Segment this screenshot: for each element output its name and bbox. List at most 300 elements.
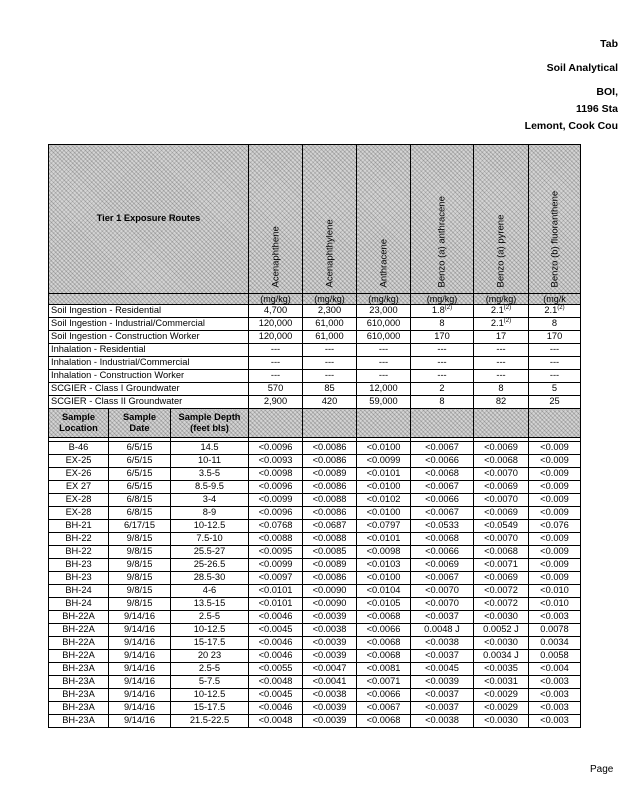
route-value <box>474 344 529 357</box>
unit-cell: (mg/kg) <box>303 294 357 305</box>
sample-depth: 15-17.5 <box>171 702 249 715</box>
sample-value: <0.0066 <box>357 624 411 637</box>
sample-row <box>49 611 581 624</box>
route-label: Inhalation - Construction Worker <box>49 370 249 383</box>
sample-value: <0.0038 <box>303 689 357 702</box>
route-label: Soil Ingestion - Industrial/Commercial <box>49 318 249 331</box>
route-value <box>529 357 581 370</box>
route-value <box>474 357 529 370</box>
sample-value: <0.0030 <box>474 715 529 728</box>
route-label: Inhalation - Industrial/Commercial <box>49 357 249 370</box>
sample-value: <0.003 <box>529 715 581 728</box>
sample-value: <0.009 <box>529 455 581 468</box>
sample-row <box>49 494 581 507</box>
sample-value: <0.009 <box>529 559 581 572</box>
sample-value: 0.0052 J <box>474 624 529 637</box>
sample-value: <0.0090 <box>303 598 357 611</box>
sample-location: EX-26 <box>49 468 109 481</box>
sample-value: <0.009 <box>529 533 581 546</box>
sample-date: 9/14/16 <box>109 702 171 715</box>
sample-location: BH-21 <box>49 520 109 533</box>
sample-value: <0.0101 <box>249 598 303 611</box>
sample-value: <0.009 <box>529 507 581 520</box>
sample-date: 9/8/15 <box>109 572 171 585</box>
header-line-1: Tab <box>600 38 618 50</box>
sample-header-filler <box>411 409 474 438</box>
route-value <box>303 357 357 370</box>
sample-value: <0.0070 <box>411 598 474 611</box>
sample-value: <0.076 <box>529 520 581 533</box>
sample-date: 9/8/15 <box>109 598 171 611</box>
sample-value: 0.0034 J <box>474 650 529 663</box>
sample-value: <0.0048 <box>249 676 303 689</box>
sample-value: <0.0088 <box>249 533 303 546</box>
sample-row <box>49 533 581 546</box>
sample-value: <0.003 <box>529 702 581 715</box>
sample-value: <0.0797 <box>357 520 411 533</box>
sample-value: <0.0072 <box>474 598 529 611</box>
sample-location: BH-23 <box>49 559 109 572</box>
route-value <box>357 396 411 409</box>
analyte-name: Benzo (b) fluoranthene <box>548 190 560 287</box>
sample-value: <0.0103 <box>357 559 411 572</box>
sample-value: <0.0039 <box>411 676 474 689</box>
analyte-header-cell <box>303 145 357 294</box>
sample-row <box>49 598 581 611</box>
sample-header-filler <box>529 409 581 438</box>
route-value <box>411 396 474 409</box>
sample-value: <0.003 <box>529 611 581 624</box>
sample-value: <0.0099 <box>249 559 303 572</box>
route-value <box>411 331 474 344</box>
route-value-text: --- <box>549 357 560 368</box>
header-line-5: Lemont, Cook Cou <box>524 120 618 132</box>
route-value <box>411 344 474 357</box>
route-value-text: 17 <box>495 331 507 342</box>
route-value <box>529 396 581 409</box>
sample-depth: 28.5-30 <box>171 572 249 585</box>
sample-value: <0.0086 <box>303 507 357 520</box>
sample-location: B-46 <box>49 442 109 455</box>
sample-location: EX-28 <box>49 494 109 507</box>
sample-header-filler <box>303 409 357 438</box>
route-value <box>249 370 303 383</box>
route-value-text: 2,900 <box>263 396 288 407</box>
sample-value: <0.0100 <box>357 507 411 520</box>
sample-row <box>49 468 581 481</box>
header-line: Sample Depth <box>178 412 241 423</box>
sample-value: <0.0086 <box>303 455 357 468</box>
sample-row <box>49 676 581 689</box>
route-value <box>303 331 357 344</box>
header-line: (feet bls) <box>190 423 229 433</box>
sample-value: <0.0096 <box>249 507 303 520</box>
sample-value: <0.0068 <box>411 468 474 481</box>
sample-depth: 3.5-5 <box>171 468 249 481</box>
sample-value: <0.0030 <box>474 637 529 650</box>
analyte-header-cell <box>357 145 411 294</box>
sample-header-filler <box>357 409 411 438</box>
route-value-text: --- <box>437 357 447 368</box>
sample-value: <0.0086 <box>303 442 357 455</box>
sample-value: <0.0039 <box>303 715 357 728</box>
sample-value: <0.0069 <box>474 572 529 585</box>
sample-header-row <box>49 409 581 438</box>
sample-date-header <box>109 409 171 438</box>
route-value-text: 170 <box>546 331 563 342</box>
route-value <box>411 383 474 396</box>
route-value <box>303 305 357 318</box>
route-value-text: 2.1 <box>544 305 558 316</box>
route-value <box>249 383 303 396</box>
unit-row-spacer <box>49 294 249 305</box>
route-value-text: --- <box>270 344 281 355</box>
sample-date: 6/5/15 <box>109 442 171 455</box>
sample-value: <0.0039 <box>303 702 357 715</box>
sample-value: <0.0029 <box>474 702 529 715</box>
sample-depth: 10-12.5 <box>171 689 249 702</box>
route-row <box>49 383 581 396</box>
route-value <box>303 383 357 396</box>
route-value <box>249 318 303 331</box>
route-value-text: 610,000 <box>366 318 401 329</box>
unit-cell: (mg/kg) <box>357 294 411 305</box>
route-value <box>411 318 474 331</box>
sample-depth: 8.5-9.5 <box>171 481 249 494</box>
sample-value: <0.0089 <box>303 468 357 481</box>
sample-value: <0.0045 <box>249 689 303 702</box>
route-label: Soil Ingestion - Residential <box>49 305 249 318</box>
sample-value: <0.0038 <box>411 637 474 650</box>
sample-value: <0.0095 <box>249 546 303 559</box>
route-value <box>411 305 474 318</box>
sample-date: 6/8/15 <box>109 494 171 507</box>
route-value <box>474 305 529 318</box>
route-value-text: --- <box>549 344 560 355</box>
sample-value: <0.0030 <box>474 611 529 624</box>
sample-depth: 14.5 <box>171 442 249 455</box>
sample-date: 9/14/16 <box>109 637 171 650</box>
route-value <box>474 331 529 344</box>
header-line-3: BOI, <box>596 86 618 98</box>
analyte-header-row <box>49 145 581 294</box>
route-value <box>249 396 303 409</box>
header-line-4: 1196 Sta <box>575 103 618 115</box>
unit-row <box>49 294 581 305</box>
route-value <box>249 305 303 318</box>
sample-depth: 20 23 <box>171 650 249 663</box>
sample-value: <0.0070 <box>474 468 529 481</box>
route-value-text: --- <box>324 370 335 381</box>
route-value <box>357 344 411 357</box>
sample-value: <0.004 <box>529 663 581 676</box>
sample-value: <0.0067 <box>357 702 411 715</box>
route-value-text: 2,300 <box>317 305 342 316</box>
sample-value: <0.0085 <box>303 546 357 559</box>
sample-row <box>49 455 581 468</box>
sample-row <box>49 650 581 663</box>
sample-value: <0.0086 <box>303 481 357 494</box>
sample-value: <0.009 <box>529 481 581 494</box>
sample-date: 9/14/16 <box>109 676 171 689</box>
exposure-routes-header: Tier 1 Exposure Routes <box>49 145 249 294</box>
sample-location: BH-22A <box>49 637 109 650</box>
route-value-text: --- <box>324 344 335 355</box>
sample-value: <0.0068 <box>357 611 411 624</box>
sample-value: <0.0099 <box>357 455 411 468</box>
sample-value: <0.0768 <box>249 520 303 533</box>
sample-location: EX-28 <box>49 507 109 520</box>
sample-depth: 25.5-27 <box>171 546 249 559</box>
sample-depth: 15-17.5 <box>171 637 249 650</box>
sample-value: <0.0048 <box>249 715 303 728</box>
sample-location: BH-22A <box>49 624 109 637</box>
route-value-text: 2 <box>439 383 445 394</box>
route-value-text: 23,000 <box>369 305 398 316</box>
unit-cell: (mg/kg) <box>411 294 474 305</box>
route-value <box>474 396 529 409</box>
sample-value: <0.0069 <box>474 507 529 520</box>
route-value <box>474 318 529 331</box>
sample-location: BH-23A <box>49 689 109 702</box>
analyte-name: Benzo (a) pyrene <box>495 214 507 287</box>
route-value-text: --- <box>324 357 335 368</box>
route-row <box>49 370 581 383</box>
sample-header-filler <box>474 409 529 438</box>
sample-value: 0.0078 <box>529 624 581 637</box>
route-value-text: --- <box>496 370 506 381</box>
route-value-text: 59,000 <box>369 396 398 407</box>
sample-row <box>49 585 581 598</box>
route-row <box>49 357 581 370</box>
header-line: Sample <box>61 412 96 423</box>
sample-row <box>49 624 581 637</box>
sample-value: <0.0068 <box>474 546 529 559</box>
sample-location: BH-22A <box>49 650 109 663</box>
route-value-text: 85 <box>324 383 335 394</box>
analyte-name: Acenaphthene <box>269 225 281 287</box>
route-value-text: 8 <box>498 383 504 394</box>
route-value-text: 8 <box>439 318 445 329</box>
sample-value: <0.0039 <box>303 650 357 663</box>
route-value-text: 25 <box>549 396 560 407</box>
sample-value: <0.0068 <box>474 455 529 468</box>
sample-row <box>49 572 581 585</box>
route-value-text: 120,000 <box>258 331 293 342</box>
sample-row <box>49 715 581 728</box>
sample-depth-header <box>171 409 249 438</box>
sample-value: <0.0066 <box>411 494 474 507</box>
sample-depth: 10-11 <box>171 455 249 468</box>
route-value <box>529 370 581 383</box>
route-value-text: 2.1 <box>490 318 504 329</box>
sample-value: <0.0067 <box>411 442 474 455</box>
route-value-text: --- <box>549 370 560 381</box>
route-value <box>411 357 474 370</box>
sample-row <box>49 520 581 533</box>
sample-value: <0.0046 <box>249 611 303 624</box>
unit-cell: (mg/kg) <box>474 294 529 305</box>
route-value-text: 61,000 <box>315 331 344 342</box>
sample-value: <0.0069 <box>474 481 529 494</box>
sample-value: 0.0048 J <box>411 624 474 637</box>
sample-value: 0.0034 <box>529 637 581 650</box>
sample-value: <0.0102 <box>357 494 411 507</box>
sample-value: <0.0687 <box>303 520 357 533</box>
sample-value: <0.0039 <box>303 611 357 624</box>
sample-value: <0.009 <box>529 572 581 585</box>
sample-value: <0.003 <box>529 676 581 689</box>
sample-date: 6/5/15 <box>109 455 171 468</box>
route-value-text: 8 <box>551 318 558 329</box>
route-value-text: 82 <box>495 396 507 407</box>
sample-location: BH-23A <box>49 702 109 715</box>
sample-value: <0.0069 <box>411 559 474 572</box>
sample-value: <0.0096 <box>249 442 303 455</box>
sample-value: <0.0071 <box>357 676 411 689</box>
sample-value: <0.009 <box>529 546 581 559</box>
footnote-marker: (2) <box>557 305 565 312</box>
sample-depth: 8-9 <box>171 507 249 520</box>
sample-value: <0.0068 <box>357 650 411 663</box>
sample-date: 9/14/16 <box>109 611 171 624</box>
sample-value: <0.0093 <box>249 455 303 468</box>
sample-location: BH-23 <box>49 572 109 585</box>
sample-value: <0.0067 <box>411 572 474 585</box>
sample-row <box>49 637 581 650</box>
route-value <box>357 357 411 370</box>
sample-value: <0.0101 <box>357 468 411 481</box>
sample-value: <0.0070 <box>474 533 529 546</box>
sample-value: <0.0071 <box>474 559 529 572</box>
route-row <box>49 344 581 357</box>
sample-value: <0.0035 <box>474 663 529 676</box>
sample-location: BH-22A <box>49 611 109 624</box>
sample-value: <0.003 <box>529 689 581 702</box>
header-line-2: Soil Analytical <box>546 62 618 74</box>
route-value-text: --- <box>378 370 389 381</box>
sample-value: <0.0549 <box>474 520 529 533</box>
analyte-header-cell <box>529 145 581 294</box>
sample-depth: 2.5-5 <box>171 663 249 676</box>
sample-value: <0.0039 <box>303 637 357 650</box>
sample-date: 9/8/15 <box>109 585 171 598</box>
route-value-text: 61,000 <box>315 318 344 329</box>
sample-date: 9/14/16 <box>109 624 171 637</box>
route-value <box>249 357 303 370</box>
route-value-text: 170 <box>434 331 450 342</box>
route-label: SCGIER - Class I Groundwater <box>49 383 249 396</box>
route-value <box>529 344 581 357</box>
sample-location: BH-22 <box>49 546 109 559</box>
sample-value: <0.0047 <box>303 663 357 676</box>
route-label: Inhalation - Residential <box>49 344 249 357</box>
sample-value: <0.0097 <box>249 572 303 585</box>
route-value-text: 5 <box>551 383 558 394</box>
page-footer: Page <box>590 764 614 775</box>
sample-location: BH-22 <box>49 533 109 546</box>
sample-value: <0.0098 <box>357 546 411 559</box>
route-value <box>303 370 357 383</box>
sample-value: <0.0031 <box>474 676 529 689</box>
route-value <box>303 396 357 409</box>
sample-value: <0.009 <box>529 494 581 507</box>
sample-value: <0.0068 <box>357 637 411 650</box>
sample-value: <0.009 <box>529 468 581 481</box>
header-line: Location <box>59 423 98 433</box>
sample-value: <0.0070 <box>474 494 529 507</box>
sample-value: <0.0533 <box>411 520 474 533</box>
sample-value: <0.0029 <box>474 689 529 702</box>
sample-value: <0.0066 <box>411 546 474 559</box>
sample-value: <0.010 <box>529 585 581 598</box>
sample-depth: 10-12.5 <box>171 520 249 533</box>
route-value-text: --- <box>496 344 506 355</box>
sample-location: BH-23A <box>49 663 109 676</box>
sample-value: <0.0067 <box>411 481 474 494</box>
sample-row <box>49 507 581 520</box>
route-value <box>357 318 411 331</box>
sample-value: <0.0105 <box>357 598 411 611</box>
sample-value: <0.0098 <box>249 468 303 481</box>
header-line: Date <box>129 423 150 433</box>
sample-value: <0.0037 <box>411 702 474 715</box>
route-row <box>49 396 581 409</box>
sample-value: <0.0046 <box>249 650 303 663</box>
route-value <box>303 318 357 331</box>
sample-depth: 7.5-10 <box>171 533 249 546</box>
sample-value: <0.0101 <box>249 585 303 598</box>
sample-location-header <box>49 409 109 438</box>
sample-row <box>49 559 581 572</box>
sample-value: <0.0081 <box>357 663 411 676</box>
route-value <box>303 344 357 357</box>
route-value-text: 1.8 <box>431 305 445 316</box>
route-value-text: 12,000 <box>369 383 398 394</box>
route-row <box>49 331 581 344</box>
sample-value: <0.0045 <box>411 663 474 676</box>
sample-depth: 25-26.5 <box>171 559 249 572</box>
analyte-header-cell <box>474 145 529 294</box>
analyte-header-cell <box>411 145 474 294</box>
sample-row <box>49 663 581 676</box>
route-value-text: --- <box>437 344 447 355</box>
route-value <box>529 318 581 331</box>
route-value-text: --- <box>496 357 506 368</box>
footnote-marker: (2) <box>503 305 512 312</box>
route-value <box>411 370 474 383</box>
sample-value: <0.0089 <box>303 559 357 572</box>
sample-value: <0.0088 <box>303 533 357 546</box>
sample-value: <0.0069 <box>474 442 529 455</box>
analyte-header-cell <box>249 145 303 294</box>
route-value-text: 570 <box>267 383 284 394</box>
sample-date: 9/14/16 <box>109 650 171 663</box>
route-value <box>474 370 529 383</box>
sample-value: <0.0066 <box>357 689 411 702</box>
sample-date: 6/17/15 <box>109 520 171 533</box>
sample-date: 6/5/15 <box>109 481 171 494</box>
sample-value: <0.0046 <box>249 702 303 715</box>
sample-value: <0.0086 <box>303 572 357 585</box>
sample-date: 6/8/15 <box>109 507 171 520</box>
sample-row <box>49 546 581 559</box>
sample-location: BH-23A <box>49 715 109 728</box>
route-value-text: --- <box>437 370 447 381</box>
sample-value: <0.009 <box>529 442 581 455</box>
route-value <box>474 383 529 396</box>
route-label: Soil Ingestion - Construction Worker <box>49 331 249 344</box>
